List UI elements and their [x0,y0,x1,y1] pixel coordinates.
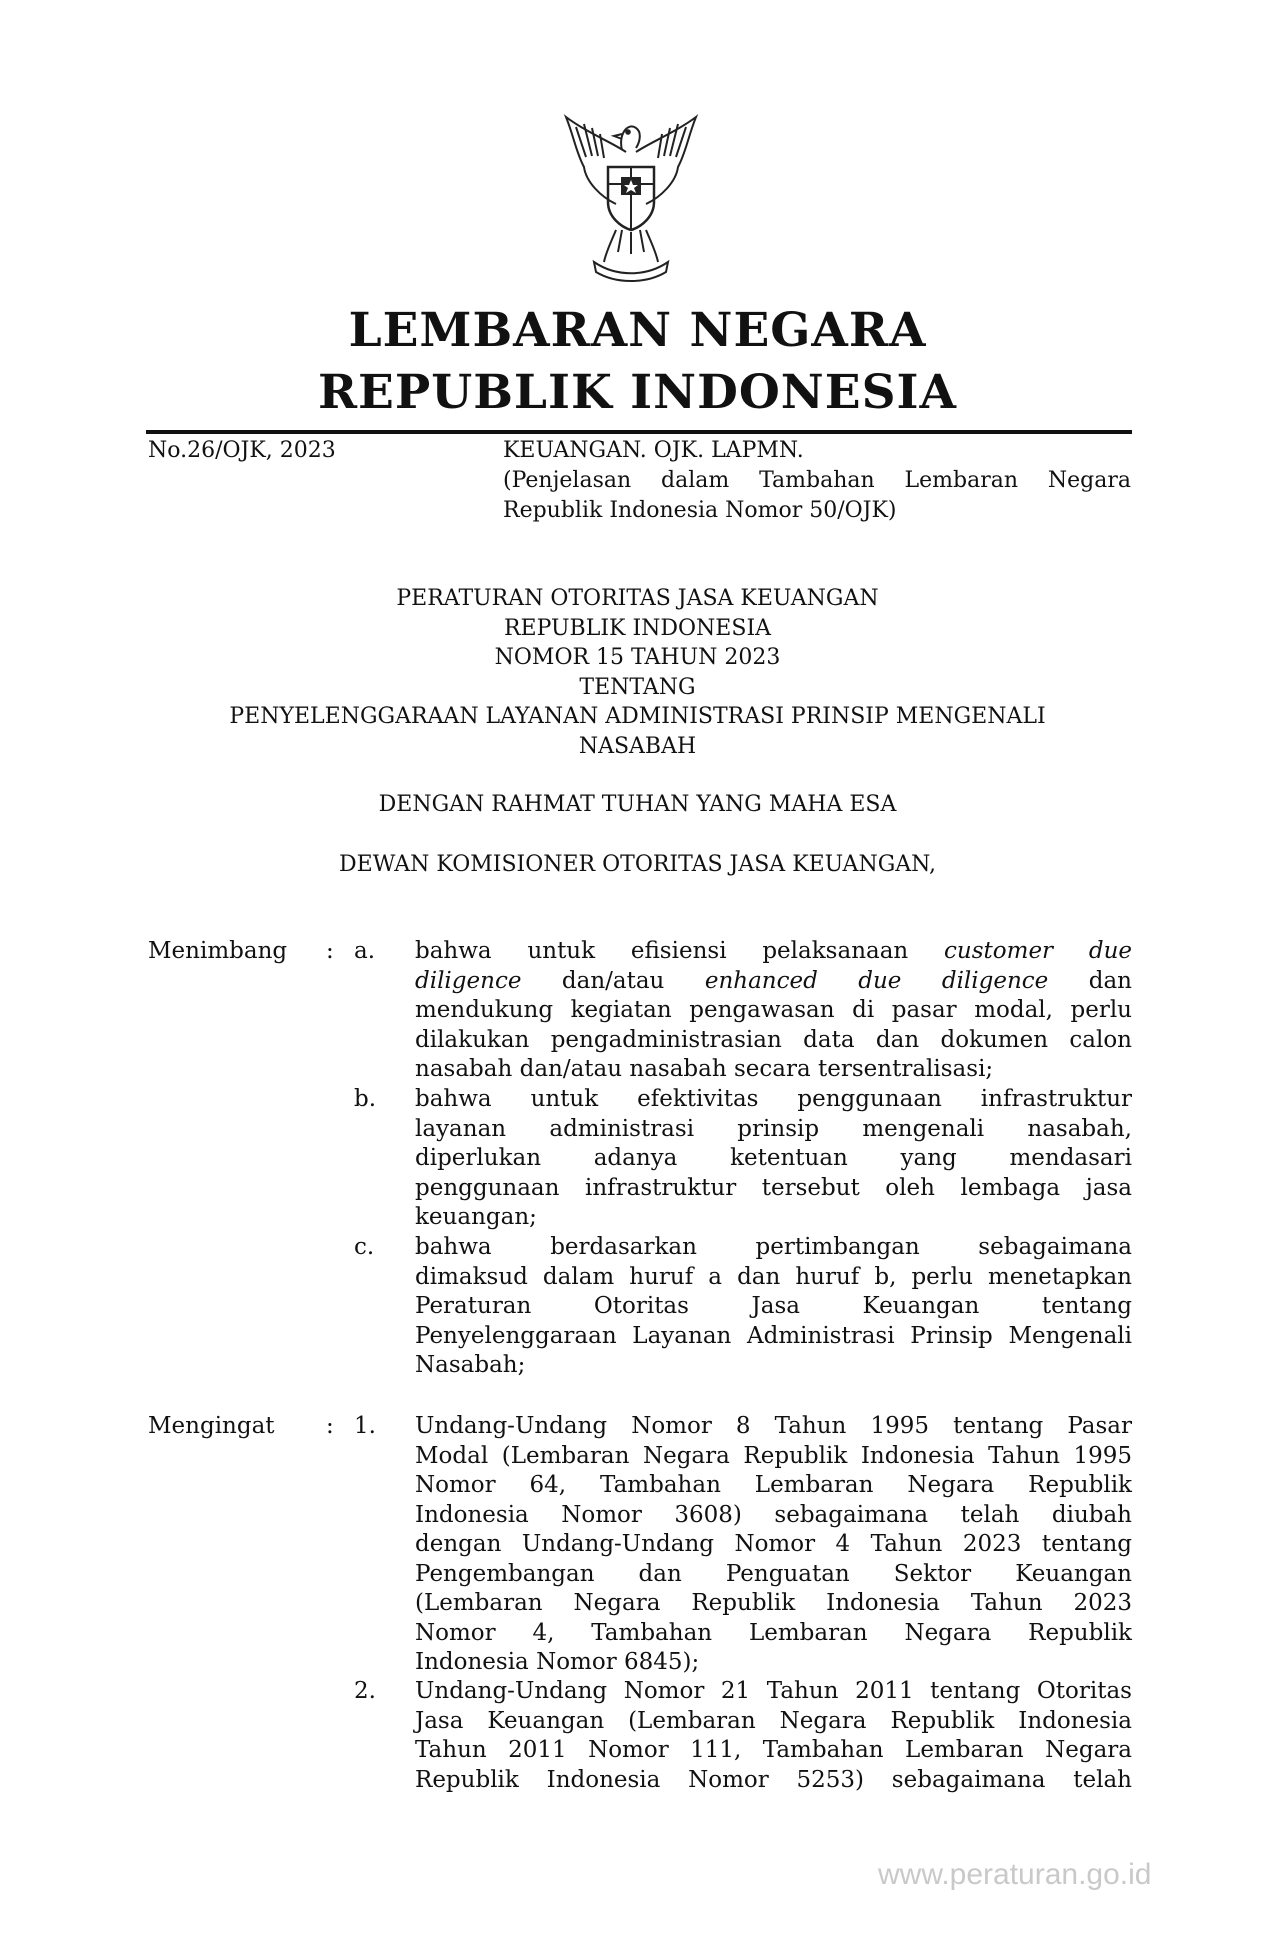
regulation-heading-line: REPUBLIK INDONESIA [503,615,772,641]
text-line: Undang-Undang Nomor 8 Tahun 1995 tentang Pasar [415,1413,1132,1439]
menimbang-label: Menimbang [148,938,288,964]
italic-term: customer due [944,938,1132,964]
text-line: Republik Indonesia Nomor 5253) sebagaimana telah [415,1766,1132,1793]
text-line: Tahun 2011 Nomor 111, Tambahan Lembaran Negara [415,1737,1132,1763]
italic-term: enhanced due diligence [704,967,1049,994]
mengingat-label: Mengingat [148,1413,275,1439]
text-line: nasabah dan/atau nasabah secara tersentralisasi; [415,1056,994,1082]
text-line: Nasabah; [415,1352,526,1378]
text-line: bahwa berdasarkan pertimbangan sebagaimana [415,1234,1132,1260]
text-line: Nomor 4, Tambahan Lembaran Negara Republik [415,1619,1132,1646]
text-line: Indonesia Nomor 6845); [415,1649,700,1675]
item-marker: b. [354,1086,377,1112]
text-span: bahwa untuk efisiensi pelaksanaan [415,938,945,964]
explanation-line: (Penjelasan dalam Tambahan Lembaran Negara [503,468,1131,493]
regulation-heading-line: NASABAH [578,733,697,759]
text-line: dengan Undang-Undang Nomor 4 Tahun 2023 tentang [415,1531,1132,1557]
text-line: Modal (Lembaran Negara Republik Indonesia Tahun 1995 [415,1442,1132,1469]
text-line: layanan administrasi prinsip mengenali nasabah, [415,1115,1132,1142]
mengingat-item-2 [415,1677,1132,1795]
menimbang-item-b [415,1085,1132,1233]
header-divider [146,430,1132,434]
blessing-line: DENGAN RAHMAT TUHAN YANG MAHA ESA [378,792,897,817]
garuda-emblem-icon [556,112,706,282]
mengingat-colon: : [326,1413,334,1439]
item-marker: 1. [354,1413,376,1439]
text-line: Pengembangan dan Penguatan Sektor Keuangan [415,1560,1132,1587]
regulation-heading-line: PENYELENGGARAAN LAYANAN ADMINISTRASI PRINSIP MENGENALI [229,704,1046,729]
text-line: Indonesia Nomor 3608) sebagaimana telah diubah [415,1501,1132,1528]
menimbang-colon: : [326,938,334,964]
gazette-title-line1: LEMBARAN NEGARA [348,303,927,358]
menimbang-item-c [415,1233,1132,1381]
text-line: Penyelenggaraan Layanan Administrasi Prinsip Mengenali [415,1322,1132,1349]
text-line: Peraturan Otoritas Jasa Keuangan tentang [415,1293,1132,1319]
gazette-title-line2: REPUBLIK INDONESIA [317,365,957,420]
regulation-heading-line: NOMOR 15 TAHUN 2023 [494,645,781,670]
menimbang-item-a [415,937,1132,1085]
item-marker: c. [354,1234,375,1260]
text-line: dimaksud dalam huruf a dan huruf b, perlu menetapkan [415,1263,1132,1290]
text-line [415,937,1132,967]
item-marker: 2. [354,1678,376,1704]
italic-term: diligence [415,967,522,994]
item-marker: a. [354,938,376,964]
text-line: Jasa Keuangan (Lembaran Negara Republik Indonesia [415,1707,1132,1734]
text-line: bahwa untuk efektivitas penggunaan infrastruktur [415,1086,1132,1112]
regulation-heading-line: TENTANG [579,674,696,700]
text-line: penggunaan infrastruktur tersebut oleh lembaga jasa [415,1174,1132,1201]
watermark-link[interactable]: www.peraturan.go.id [878,1858,1152,1891]
explanation-line: Republik Indonesia Nomor 50/OJK) [503,498,897,523]
gazette-category-block [503,436,1131,526]
text-line: mendukung kegiatan pengawasan di pasar modal, perlu [415,997,1132,1023]
text-line: dilakukan pengadministrasian data dan dokumen calon [415,1026,1132,1053]
text-line: (Lembaran Negara Republik Indonesia Tahun 2023 [415,1590,1132,1616]
regulation-heading-line: PERATURAN OTORITAS JASA KEUANGAN [396,586,879,611]
mengingat-item-1 [415,1412,1132,1678]
text-line: diperlukan adanya ketentuan yang mendasari [415,1145,1132,1171]
text-span: dan/atau [521,967,705,994]
text-line [415,967,1132,997]
gazette-number: No.26/OJK, 2023 [148,438,336,463]
council-line: DEWAN KOMISIONER OTORITAS JASA KEUANGAN, [339,852,936,877]
gazette-category: KEUANGAN. OJK. LAPMN. [503,438,804,463]
regulation-heading [140,584,1135,761]
text-line: Undang-Undang Nomor 21 Tahun 2011 tentang Otoritas [415,1678,1132,1704]
text-line: keuangan; [415,1204,537,1230]
text-line: Nomor 64, Tambahan Lembaran Negara Republik [415,1472,1132,1498]
text-span: dan [1048,967,1132,994]
